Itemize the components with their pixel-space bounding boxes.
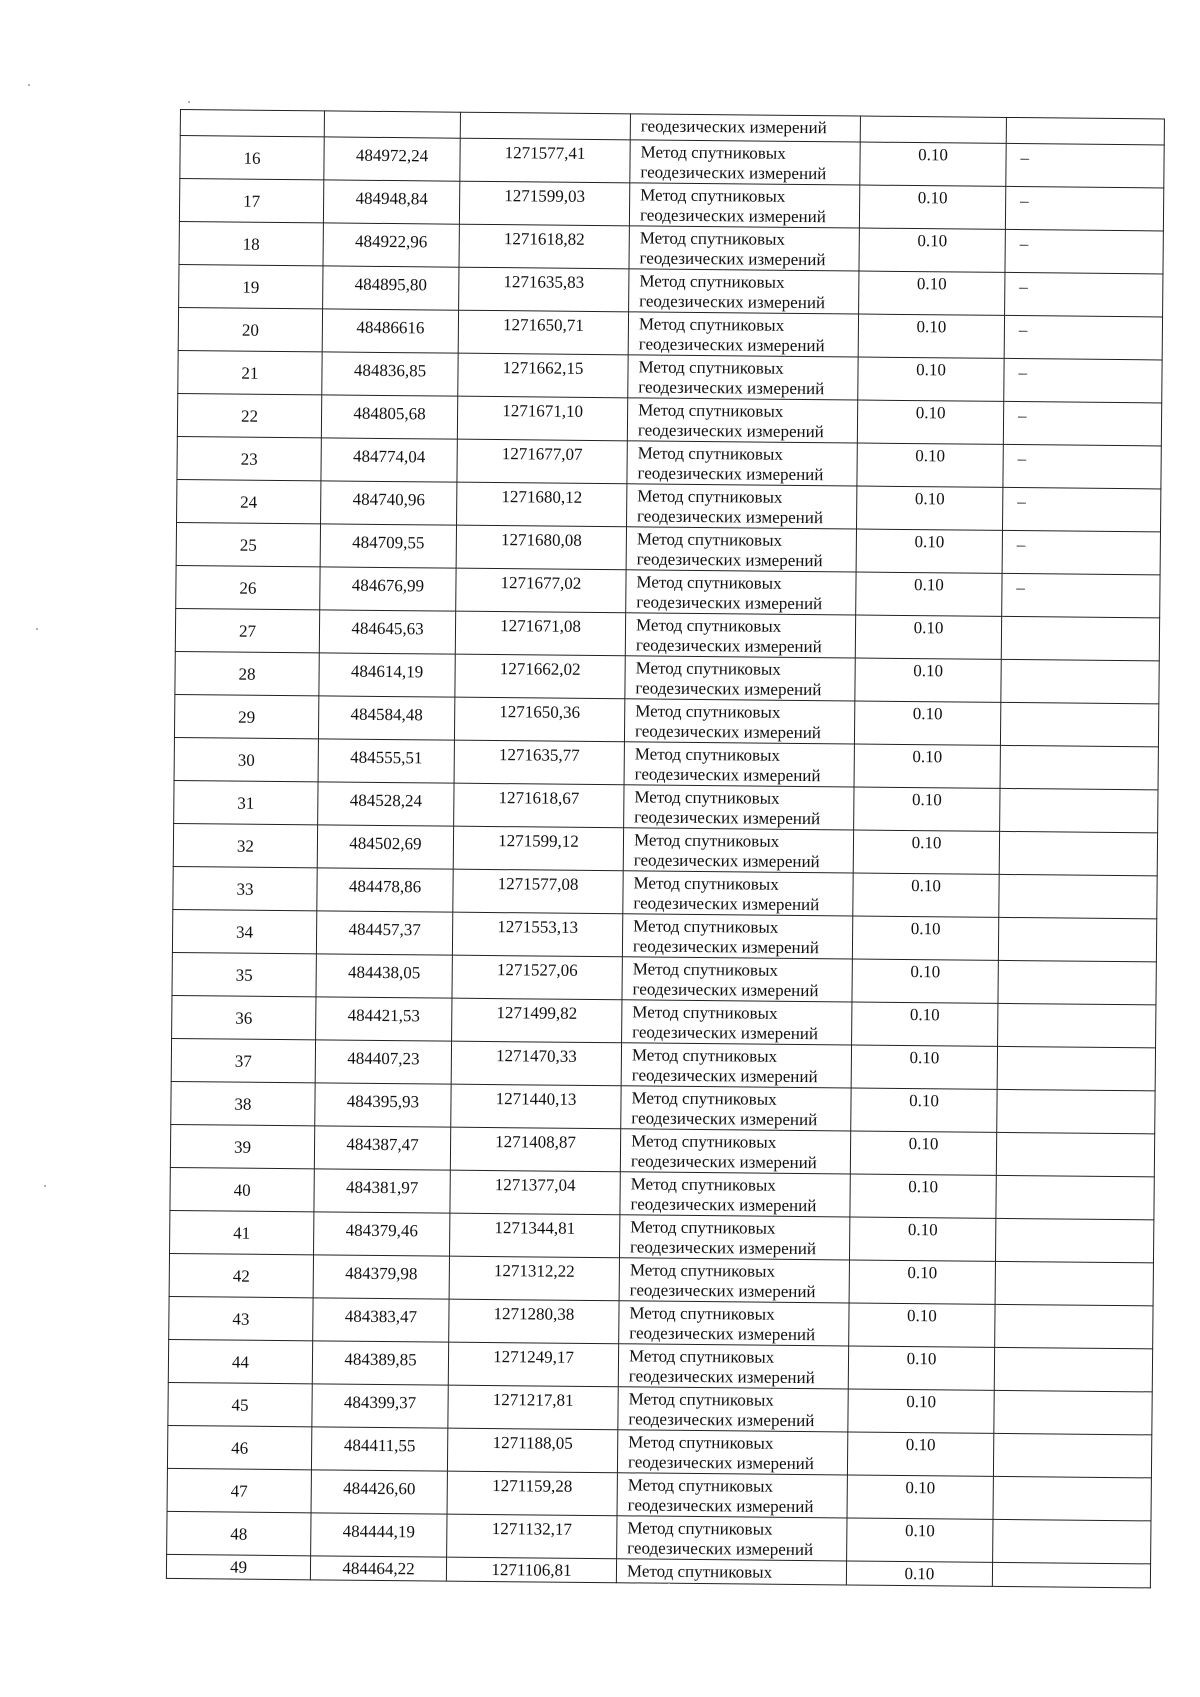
method-line-2: геодезических измерений — [637, 463, 824, 485]
method-line: геодезических измерений — [640, 116, 827, 138]
cell-x-coordinate: 48486616 — [322, 309, 458, 353]
method-line-1: Метод спутниковых — [637, 443, 783, 464]
method-line-1: Метод спутниковых — [634, 787, 780, 808]
cell-y-coordinate: 1271312,22 — [449, 1256, 619, 1301]
cell-point-number: 27 — [175, 608, 319, 652]
cell-y-coordinate: 1271680,08 — [456, 525, 626, 570]
method-line-1: Метод спутниковых — [628, 1346, 775, 1367]
method-line-1: Метод спутниковых — [639, 271, 785, 292]
cell-method — [630, 140, 860, 185]
cell-y-coordinate: 1271553,13 — [452, 912, 622, 957]
cell-method — [616, 1559, 846, 1585]
cell-accuracy: 0.10 — [855, 615, 1001, 659]
cell-x-coordinate: 484614,19 — [319, 653, 455, 697]
cell-y-coordinate: 1271344,81 — [450, 1213, 620, 1258]
cell-y-coordinate: 1271599,12 — [453, 826, 623, 871]
cell-x-coordinate: 484740,96 — [321, 481, 457, 525]
method-line-1: Метод спутниковых — [632, 1002, 778, 1023]
cell-x-coordinate: 484895,80 — [323, 266, 459, 310]
method-line-2: геодезических измерений — [628, 1366, 815, 1388]
cell-accuracy: 0.10 — [859, 185, 1005, 229]
method-line-1: Метод спутниковых — [640, 142, 786, 163]
cell-x-coordinate: 484438,05 — [316, 954, 452, 998]
method-line-1: Метод спутниковых — [633, 873, 779, 894]
cell-method — [629, 183, 859, 228]
cell-y-coordinate: 1271408,87 — [450, 1127, 620, 1172]
cell-accuracy: 0.10 — [847, 1518, 993, 1562]
cell-point-number: 43 — [169, 1296, 313, 1340]
cell-x-coordinate: 484411,55 — [311, 1427, 447, 1471]
cell-accuracy: 0.10 — [848, 1346, 994, 1390]
cell-point-number: 34 — [172, 909, 316, 953]
cell-point-number: 39 — [170, 1124, 314, 1168]
cell-note: – — [1002, 573, 1160, 618]
cell-method — [626, 527, 856, 572]
cell-y-coordinate: 1271499,82 — [452, 998, 622, 1043]
cell-point-number: 46 — [167, 1425, 311, 1469]
cell-method — [623, 828, 853, 873]
cell-x-coordinate: 484421,53 — [316, 997, 452, 1041]
cell-accuracy: 0.10 — [850, 1131, 996, 1175]
cell-point-number: 33 — [173, 866, 317, 910]
cell-point-number: 49 — [166, 1554, 310, 1579]
cell-method — [622, 957, 852, 1002]
cell-method — [620, 1172, 850, 1217]
cell-x-coordinate: 484395,93 — [315, 1083, 451, 1127]
cell-point-number: 19 — [179, 264, 323, 308]
cell-x-coordinate: 484645,63 — [319, 610, 455, 654]
cell-y-coordinate: 1271662,15 — [458, 353, 628, 398]
cell-accuracy: 0.10 — [856, 572, 1002, 616]
cell-note — [995, 1261, 1153, 1306]
cell-note: – — [1005, 272, 1163, 317]
method-line-2: геодезических измерений — [632, 979, 819, 1001]
method-line-2: геодезических измерений — [630, 1237, 817, 1259]
cell-x-coordinate: 484528,24 — [318, 782, 454, 826]
cell-accuracy: 0.10 — [854, 744, 1000, 788]
cell-method — [623, 871, 853, 916]
cell-method — [618, 1344, 848, 1389]
method-line-2: геодезических измерений — [635, 635, 822, 657]
method-line-1: Метод спутниковых — [631, 1088, 777, 1109]
cell-accuracy: 0.10 — [849, 1217, 995, 1261]
cell-y-coordinate: 1271280,38 — [449, 1299, 619, 1344]
cell-point-number: 21 — [178, 350, 322, 394]
method-line-2: геодезических измерений — [635, 678, 822, 700]
cell-note — [997, 1046, 1155, 1091]
cell-accuracy: 0.10 — [852, 1002, 998, 1046]
method-line-1: Метод спутниковых — [634, 744, 781, 765]
cell-y-coordinate: 1271106,81 — [446, 1557, 616, 1583]
cell-method — [629, 269, 859, 314]
cell-note — [994, 1390, 1152, 1435]
cell-accuracy: 0.10 — [857, 443, 1003, 487]
cell-point-number: 40 — [170, 1167, 314, 1211]
method-line-2: геодезических измерений — [627, 1495, 814, 1517]
cell-method — [618, 1387, 848, 1432]
method-line-2: геодезических измерений — [628, 1409, 815, 1431]
cell-accuracy: 0.10 — [856, 529, 1002, 573]
cell-x-coordinate: 484922,96 — [323, 223, 459, 267]
method-line-2: геодезических измерений — [629, 1323, 816, 1345]
cell-method — [619, 1215, 849, 1260]
cell-accuracy: 0.10 — [852, 959, 998, 1003]
cell-accuracy: 0.10 — [846, 1561, 992, 1586]
cell-x-coordinate: 484948,84 — [323, 180, 459, 224]
cell-x-coordinate: 484676,99 — [320, 567, 456, 611]
cell-point-number: 30 — [174, 737, 318, 781]
cell-method — [627, 441, 857, 486]
method-line-1: Метод спутниковых — [626, 1561, 773, 1582]
method-line-1: Метод спутниковых — [630, 1174, 776, 1195]
method-line-2: геодезических измерений — [632, 1022, 819, 1044]
cell-x-coordinate: 484387,47 — [314, 1126, 450, 1170]
cell-note: – — [1003, 444, 1161, 489]
cell-point-number: 36 — [172, 995, 316, 1039]
cell-note — [996, 1132, 1154, 1177]
cell-y-coordinate: 1271132,17 — [447, 1514, 617, 1559]
cell-point-number: 26 — [176, 565, 320, 609]
method-line-2: геодезических измерений — [630, 1194, 817, 1216]
cell-point-number: 18 — [179, 221, 323, 265]
method-line-2: геодезических измерений — [634, 764, 821, 786]
method-line-1: Метод спутниковых — [631, 1045, 778, 1066]
cell-x-coordinate: 484399,37 — [312, 1384, 448, 1428]
cell-accuracy: 0.10 — [858, 357, 1004, 401]
cell-accuracy: 0.10 — [855, 658, 1001, 702]
cell-method — [620, 1129, 850, 1174]
method-line-2: геодезических измерений — [631, 1065, 818, 1087]
cell-y-coordinate: 1271671,10 — [457, 396, 627, 441]
cell-point-number: 45 — [168, 1382, 312, 1426]
cell-note — [992, 1562, 1150, 1588]
method-line-2: геодезических измерений — [634, 721, 822, 743]
cell-y-coordinate: 1271377,04 — [450, 1170, 620, 1215]
cell-method — [624, 742, 854, 787]
method-line-2: геодезических измерений — [630, 1151, 817, 1173]
cell-point-number — [180, 110, 324, 137]
cell-y-coordinate: 1271577,08 — [453, 869, 623, 914]
cell-accuracy: 0.10 — [851, 1088, 997, 1132]
cell-point-number: 29 — [174, 694, 318, 738]
cell-x-coordinate: 484381,97 — [314, 1169, 450, 1213]
cell-point-number: 16 — [180, 136, 324, 180]
method-line-2: геодезических измерений — [627, 1538, 814, 1560]
cell-x-coordinate: 484836,85 — [322, 352, 458, 396]
cell-point-number: 32 — [173, 823, 317, 867]
cell-note — [1001, 616, 1159, 661]
method-line-2: геодезических измерений — [631, 1108, 818, 1130]
cell-accuracy: 0.10 — [851, 1045, 997, 1089]
cell-note: – — [1004, 358, 1162, 403]
cell-y-coordinate: 1271677,07 — [457, 439, 627, 484]
cell-x-coordinate: 484444,19 — [311, 1513, 447, 1557]
cell-method — [622, 914, 852, 959]
cell-note — [998, 960, 1156, 1005]
cell-method — [624, 785, 854, 830]
cell-method — [630, 114, 860, 142]
method-line-2: геодезических измерений — [627, 1452, 815, 1474]
cell-method — [627, 398, 857, 443]
cell-note — [1000, 788, 1158, 833]
cell-note — [1000, 745, 1158, 790]
cell-x-coordinate: 484972,24 — [324, 137, 460, 181]
cell-y-coordinate: 1271671,08 — [455, 611, 625, 656]
cell-note — [993, 1433, 1151, 1478]
cell-note — [995, 1218, 1153, 1263]
cell-note — [993, 1519, 1151, 1564]
method-line-2: геодезических измерений — [639, 291, 826, 313]
cell-method — [617, 1430, 847, 1475]
cell-method — [626, 570, 856, 615]
cell-note — [997, 1089, 1155, 1134]
cell-y-coordinate: 1271680,12 — [457, 482, 627, 527]
method-line-2: геодезических измерений — [634, 807, 821, 829]
cell-accuracy: 0.10 — [859, 228, 1005, 272]
cell-note — [1001, 659, 1159, 704]
cell-accuracy: 0.10 — [848, 1389, 994, 1433]
cell-method — [625, 613, 855, 658]
cell-note: – — [1002, 530, 1160, 575]
cell-note: – — [1005, 229, 1163, 274]
scan-speck — [188, 101, 190, 103]
cell-note: – — [1002, 487, 1160, 532]
cell-point-number: 42 — [169, 1253, 313, 1297]
cell-accuracy — [860, 116, 1006, 143]
cell-note — [994, 1347, 1152, 1392]
cell-y-coordinate: 1271249,17 — [448, 1342, 618, 1387]
cell-x-coordinate: 484805,68 — [321, 395, 457, 439]
cell-point-number: 24 — [177, 479, 321, 523]
cell-note — [993, 1476, 1151, 1521]
method-line-1: Метод спутниковых — [628, 1432, 774, 1453]
cell-y-coordinate: 1271677,02 — [456, 568, 626, 613]
method-line-1: Метод спутниковых — [627, 1518, 773, 1539]
scan-speck — [28, 84, 30, 86]
method-line-1: Метод спутниковых — [635, 701, 781, 722]
cell-method — [619, 1258, 849, 1303]
cell-x-coordinate: 484709,55 — [320, 524, 456, 568]
coordinates-table — [166, 109, 1165, 1588]
cell-point-number: 47 — [167, 1468, 311, 1512]
cell-y-coordinate: 1271188,05 — [447, 1428, 617, 1473]
cell-accuracy: 0.10 — [854, 701, 1000, 745]
cell-note — [1000, 702, 1158, 747]
cell-x-coordinate: 484774,04 — [321, 438, 457, 482]
cell-point-number: 38 — [171, 1081, 315, 1125]
cell-y-coordinate: 1271217,81 — [448, 1385, 618, 1430]
cell-note: – — [1003, 401, 1161, 446]
cell-note: – — [1004, 315, 1162, 360]
cell-method — [619, 1301, 849, 1346]
cell-note — [999, 874, 1157, 919]
method-line-1: Метод спутниковых — [636, 529, 783, 550]
cell-x-coordinate: 484426,60 — [311, 1470, 447, 1514]
cell-accuracy: 0.10 — [847, 1432, 993, 1476]
method-line-1: Метод спутниковых — [633, 916, 779, 937]
method-line-1: Метод спутниковых — [638, 357, 784, 378]
method-line-1: Метод спутниковых — [640, 185, 786, 206]
method-line-1: Метод спутниковых — [627, 1475, 774, 1496]
cell-y-coordinate: 1271470,33 — [451, 1041, 621, 1086]
cell-note: – — [1006, 143, 1164, 188]
cell-point-number: 44 — [168, 1339, 312, 1383]
cell-y-coordinate: 1271527,06 — [452, 955, 622, 1000]
method-line-1: Метод спутниковых — [638, 314, 785, 335]
cell-y-coordinate: 1271618,82 — [459, 224, 629, 269]
method-line-1: Метод спутниковых — [637, 486, 783, 507]
cell-x-coordinate: 484407,23 — [315, 1040, 451, 1084]
cell-note — [999, 831, 1157, 876]
cell-note — [995, 1304, 1153, 1349]
cell-point-number: 25 — [176, 522, 320, 566]
method-line-1: Метод спутниковых — [628, 1389, 774, 1410]
method-line-1: Метод спутниковых — [630, 1217, 776, 1238]
cell-point-number: 41 — [170, 1210, 314, 1254]
cell-accuracy: 0.10 — [857, 400, 1003, 444]
cell-y-coordinate: 1271599,03 — [459, 181, 629, 226]
cell-accuracy: 0.10 — [860, 142, 1006, 186]
cell-accuracy: 0.10 — [856, 486, 1002, 530]
method-line-2: геодезических измерений — [636, 549, 823, 571]
method-line-2: геодезических измерений — [637, 420, 824, 442]
method-line-1: Метод спутниковых — [639, 228, 786, 249]
cell-method — [627, 484, 857, 529]
method-line-1: Метод спутниковых — [633, 830, 780, 851]
cell-point-number: 20 — [178, 307, 322, 351]
cell-accuracy: 0.10 — [854, 787, 1000, 831]
cell-x-coordinate: 484502,69 — [317, 825, 453, 869]
cell-note — [1006, 117, 1164, 145]
cell-x-coordinate: 484457,37 — [316, 911, 452, 955]
cell-accuracy: 0.10 — [847, 1475, 993, 1519]
cell-accuracy: 0.10 — [849, 1303, 995, 1347]
method-line-1: Метод спутниковых — [632, 959, 779, 980]
cell-x-coordinate: 484383,47 — [313, 1298, 449, 1342]
cell-x-coordinate: 484464,22 — [310, 1556, 446, 1581]
cell-method — [628, 312, 858, 357]
cell-point-number: 23 — [177, 436, 321, 480]
cell-x-coordinate: 484584,48 — [318, 696, 454, 740]
cell-method — [621, 1086, 851, 1131]
cell-method — [625, 656, 855, 701]
method-line-1: Метод спутниковых — [629, 1303, 775, 1324]
cell-accuracy: 0.10 — [853, 830, 999, 874]
cell-note — [998, 1003, 1156, 1048]
method-line-1: Метод спутниковых — [636, 572, 782, 593]
cell-y-coordinate: 1271635,83 — [459, 267, 629, 312]
cell-x-coordinate: 484379,46 — [314, 1212, 450, 1256]
cell-x-coordinate: 484555,51 — [318, 739, 454, 783]
method-line-2: геодезических измерений — [636, 592, 823, 614]
cell-accuracy: 0.10 — [852, 916, 998, 960]
scan-speck — [44, 1185, 46, 1187]
method-line-1: Метод спутниковых — [635, 615, 782, 636]
method-line-1: Метод спутниковых — [631, 1131, 777, 1152]
cell-point-number: 31 — [174, 780, 318, 824]
cell-note: – — [1005, 186, 1163, 231]
cell-point-number: 35 — [172, 952, 316, 996]
cell-accuracy: 0.10 — [859, 271, 1005, 315]
scan-speck — [36, 628, 38, 630]
coordinates-table-body — [166, 110, 1164, 1588]
cell-x-coordinate: 484478,86 — [317, 868, 453, 912]
cell-point-number: 17 — [179, 179, 323, 223]
method-line-2: геодезических измерений — [633, 850, 820, 872]
method-line-2: геодезических измерений — [632, 936, 819, 958]
cell-y-coordinate: 1271440,13 — [451, 1084, 621, 1129]
method-line-2: геодезических измерений — [638, 334, 825, 356]
cell-y-coordinate — [460, 112, 630, 140]
cell-y-coordinate: 1271159,28 — [447, 1471, 617, 1516]
cell-x-coordinate: 484389,85 — [312, 1341, 448, 1385]
cell-point-number: 22 — [177, 393, 321, 437]
method-line-2: геодезических измерений — [640, 162, 827, 184]
cell-point-number: 28 — [175, 651, 319, 695]
method-line-2: геодезических измерений — [638, 377, 825, 399]
cell-method — [629, 226, 859, 271]
cell-y-coordinate: 1271662,02 — [455, 654, 625, 699]
method-line-2: геодезических измерений — [639, 205, 826, 227]
cell-y-coordinate: 1271650,36 — [454, 697, 624, 742]
cell-point-number: 37 — [171, 1038, 315, 1082]
cell-method — [628, 355, 858, 400]
cell-method — [621, 1043, 851, 1088]
method-line-2: геодезических измерений — [639, 248, 826, 270]
method-line-1: Метод спутниковых — [635, 658, 781, 679]
cell-x-coordinate — [324, 111, 460, 138]
method-line-1: Метод спутниковых — [638, 400, 784, 421]
cell-method — [624, 699, 854, 744]
method-line-1: Метод спутниковых — [629, 1260, 776, 1281]
cell-y-coordinate: 1271618,67 — [454, 783, 624, 828]
method-line-2: геодезических измерений — [629, 1280, 816, 1302]
cell-y-coordinate: 1271635,77 — [454, 740, 624, 785]
cell-accuracy: 0.10 — [850, 1174, 996, 1218]
cell-x-coordinate: 484379,98 — [313, 1255, 449, 1299]
method-line-2: геодезических измерений — [637, 506, 824, 528]
scan-speck — [668, 1582, 670, 1584]
cell-accuracy: 0.10 — [849, 1260, 995, 1304]
cell-note — [998, 917, 1156, 962]
method-line-2: геодезических измерений — [633, 893, 820, 915]
cell-y-coordinate: 1271650,71 — [458, 310, 628, 355]
cell-y-coordinate: 1271577,41 — [460, 138, 630, 183]
cell-method — [617, 1516, 847, 1561]
cell-note — [996, 1175, 1154, 1220]
cell-accuracy: 0.10 — [853, 873, 999, 917]
cell-accuracy: 0.10 — [858, 314, 1004, 358]
cell-method — [617, 1473, 847, 1518]
cell-point-number: 48 — [167, 1511, 311, 1555]
cell-method — [622, 1000, 852, 1045]
